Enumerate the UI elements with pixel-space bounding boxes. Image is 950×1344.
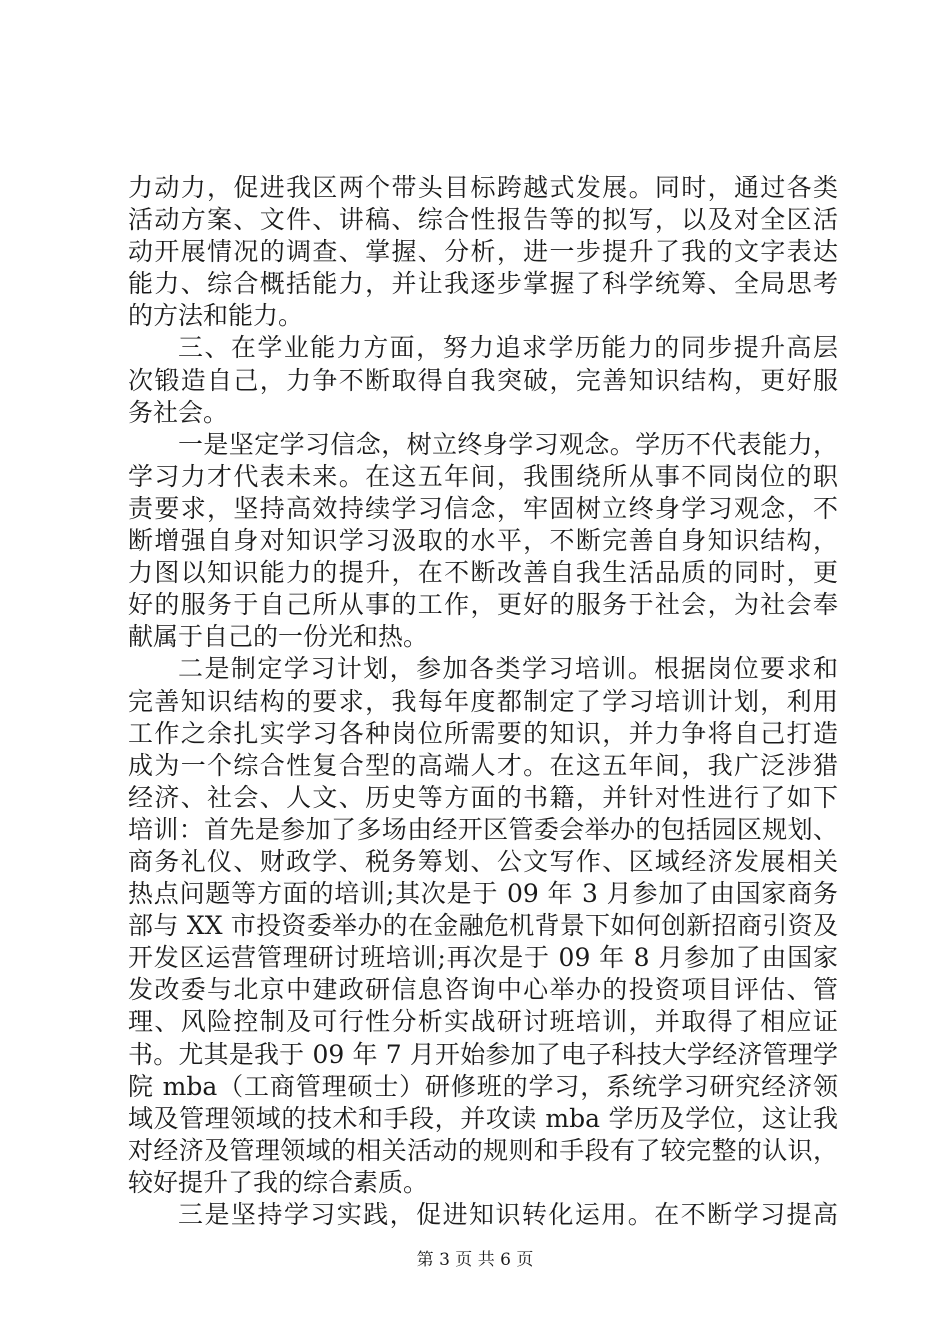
- text-line: 域及管理领域的技术和手段，并攻读 mba 学历及学位，这让我: [128, 1103, 838, 1133]
- text-line: 热点问题等方面的培训;其次是于 09 年 3 月参加了由国家商务: [128, 879, 838, 909]
- text-line: 商务礼仪、财政学、税务筹划、公文写作、区域经济发展相关: [128, 846, 838, 876]
- text-line: 次锻造自己，力争不断取得自我突破，完善知识结构，更好服: [128, 365, 838, 395]
- text-line: 力动力，促进我区两个带头目标跨越式发展。同时，通过各类: [128, 173, 838, 202]
- body-text: [128, 172, 838, 1231]
- text-line: 书。尤其是我于 09 年 7 月开始参加了电子科技大学经济管理学: [128, 1039, 838, 1069]
- text-line: 献属于自己的一份光和热。: [128, 622, 429, 652]
- text-line: 活动方案、文件、讲稿、综合性报告等的拟写，以及对全区活: [128, 205, 838, 235]
- text-line: 发改委与北京中建政研信息咨询中心举办的投资项目评估、管: [128, 975, 838, 1005]
- text-line: 能力、综合概括能力，并让我逐步掌握了科学统筹、全局思考: [128, 269, 838, 299]
- text-line: 完善知识结构的要求，我每年度都制定了学习培训计划，利用: [128, 686, 838, 716]
- text-line: 部与 XX 市投资委举办的在金融危机背景下如何创新招商引资及: [128, 911, 838, 941]
- text-line: 一是坚定学习信念，树立终身学习观念。学历不代表能力，: [178, 429, 838, 459]
- text-line: 二是制定学习计划，参加各类学习培训。根据岗位要求和: [178, 654, 838, 684]
- text-line: 院 mba（工商管理硕士）研修班的学习，系统学习研究经济领: [128, 1071, 838, 1101]
- text-line: 责要求，坚持高效持续学习信念，牢固树立终身学习观念，不: [128, 493, 838, 523]
- text-line: 动开展情况的调查、掌握、分析，进一步提升了我的文字表达: [128, 237, 838, 267]
- text-line: 的方法和能力。: [128, 301, 304, 331]
- text-line: 较好提升了我的综合素质。: [128, 1167, 429, 1197]
- text-line: 成为一个综合性复合型的高端人才。在这五年间，我广泛涉猎: [128, 750, 838, 780]
- text-line: 开发区运营管理研讨班培训;再次是于 09 年 8 月参加了由国家: [128, 943, 838, 973]
- page-footer: 第 3 页 共 6 页: [416, 1250, 534, 1270]
- text-line: 理、风险控制及可行性分析实战研讨班培训，并取得了相应证: [128, 1007, 838, 1037]
- text-line: 经济、社会、人文、历史等方面的书籍，并针对性进行了如下: [128, 782, 838, 812]
- text-line: 三是坚持学习实践，促进知识转化运用。在不断学习提高: [178, 1200, 838, 1229]
- text-line: 务社会。: [128, 397, 229, 427]
- text-line: 三、在学业能力方面，努力追求学历能力的同步提升高层: [178, 333, 838, 363]
- text-line: 工作之余扎实学习各种岗位所需要的知识，并力争将自己打造: [128, 718, 838, 748]
- text-line: 学习力才代表未来。在这五年间，我围绕所从事不同岗位的职: [128, 461, 838, 491]
- text-line: 断增强自身对知识学习汲取的水平，不断完善自身知识结构，: [128, 526, 838, 556]
- text-line: 力图以知识能力的提升，在不断改善自我生活品质的同时，更: [128, 558, 838, 588]
- text-line: 好的服务于自己所从事的工作，更好的服务于社会，为社会奉: [128, 590, 838, 620]
- text-line: 培训：首先是参加了多场由经开区管委会举办的包括园区规划、: [128, 814, 838, 844]
- text-line: 对经济及管理领域的相关活动的规则和手段有了较完整的认识，: [128, 1135, 838, 1165]
